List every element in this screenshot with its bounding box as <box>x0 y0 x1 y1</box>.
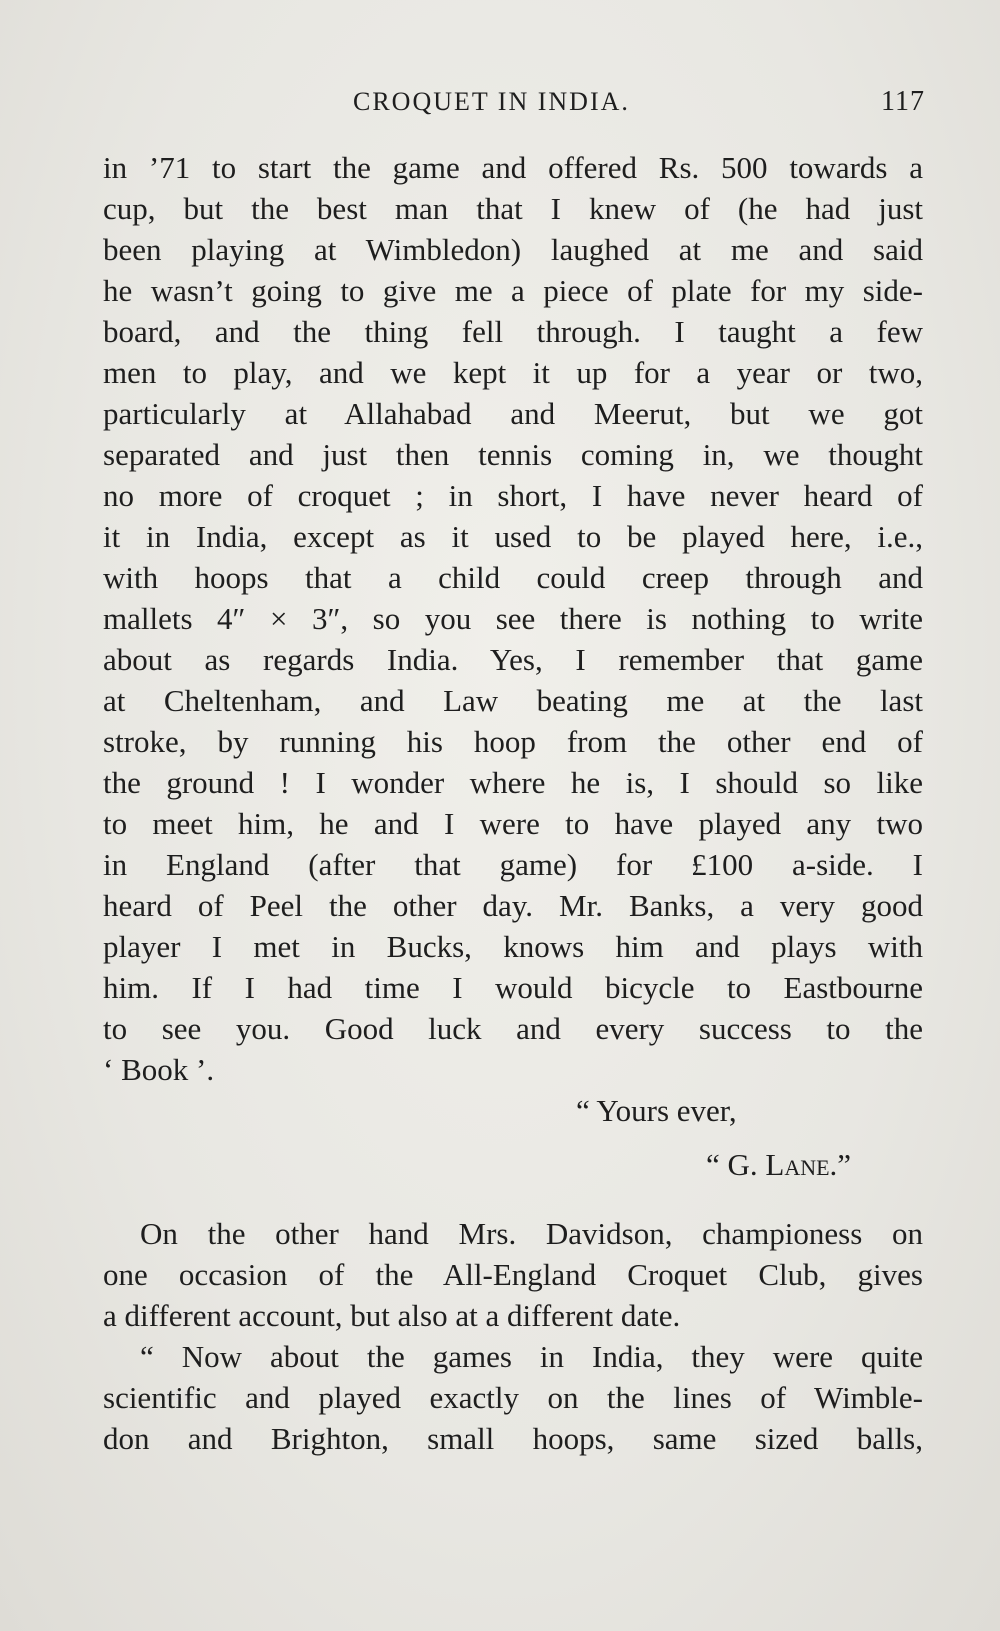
running-head: CROQUET IN INDIA. <box>353 87 630 116</box>
text-line: with hoops that a child could creep through and <box>103 560 923 595</box>
text-line: stroke, by running his hoop from the other end of <box>103 724 923 759</box>
text-line: the ground ! I wonder where he is, I should so like <box>103 765 923 800</box>
text-line: men to play, and we kept it up for a year or two, <box>103 355 923 390</box>
text-line: him. If I had time I would bicycle to Eastbourne <box>103 970 923 1005</box>
text-line: a different account, but also at a different date. <box>103 1298 681 1333</box>
text-line: board, and the thing fell through. I taught a few <box>103 314 923 349</box>
text-line: player I met in Bucks, knows him and plays with <box>103 929 923 964</box>
text-line: he wasn’t going to give me a piece of plate for my side- <box>103 273 923 308</box>
text-line: particularly at Allahabad and Meerut, but we got <box>103 396 923 431</box>
text-line: cup, but the best man that I knew of (he had just <box>103 191 923 226</box>
text-line: been playing at Wimbledon) laughed at me and said <box>103 232 923 267</box>
text-line: in England (after that game) for £100 a-side. I <box>103 847 923 882</box>
letter-signature: “ G. Lane.” <box>706 1147 852 1182</box>
text-line: to see you. Good luck and every success to the <box>103 1011 923 1046</box>
text-line: “ Now about the games in India, they were quite <box>140 1339 923 1374</box>
text-line: in ’71 to start the game and offered Rs. 500 towards a <box>103 150 923 185</box>
page-header <box>103 82 933 122</box>
text-line: to meet him, he and I were to have played any two <box>103 806 923 841</box>
text-line: about as regards India. Yes, I remember that game <box>103 642 923 677</box>
text-line: heard of Peel the other day. Mr. Banks, a very good <box>103 888 923 923</box>
text-line: separated and just then tennis coming in, we thought <box>103 437 923 472</box>
text-line: at Cheltenham, and Law beating me at the last <box>103 683 923 718</box>
letter-closing: “ Yours ever, <box>576 1093 737 1128</box>
text-line: mallets 4″ × 3″, so you see there is nothing to write <box>103 601 923 636</box>
text-line: no more of croquet ; in short, I have never heard of <box>103 478 923 513</box>
text-line: don and Brighton, small hoops, same sized balls, <box>103 1421 923 1456</box>
text-line: scientific and played exactly on the lines of Wimble- <box>103 1380 923 1415</box>
page-number: 117 <box>881 86 925 117</box>
text-line: On the other hand Mrs. Davidson, championess on <box>140 1216 923 1251</box>
text-line: it in India, except as it used to be played here, i.e., <box>103 519 923 554</box>
text-line: one occasion of the All-England Croquet Club, gives <box>103 1257 923 1292</box>
text-line: ‘ Book ’. <box>103 1052 215 1087</box>
